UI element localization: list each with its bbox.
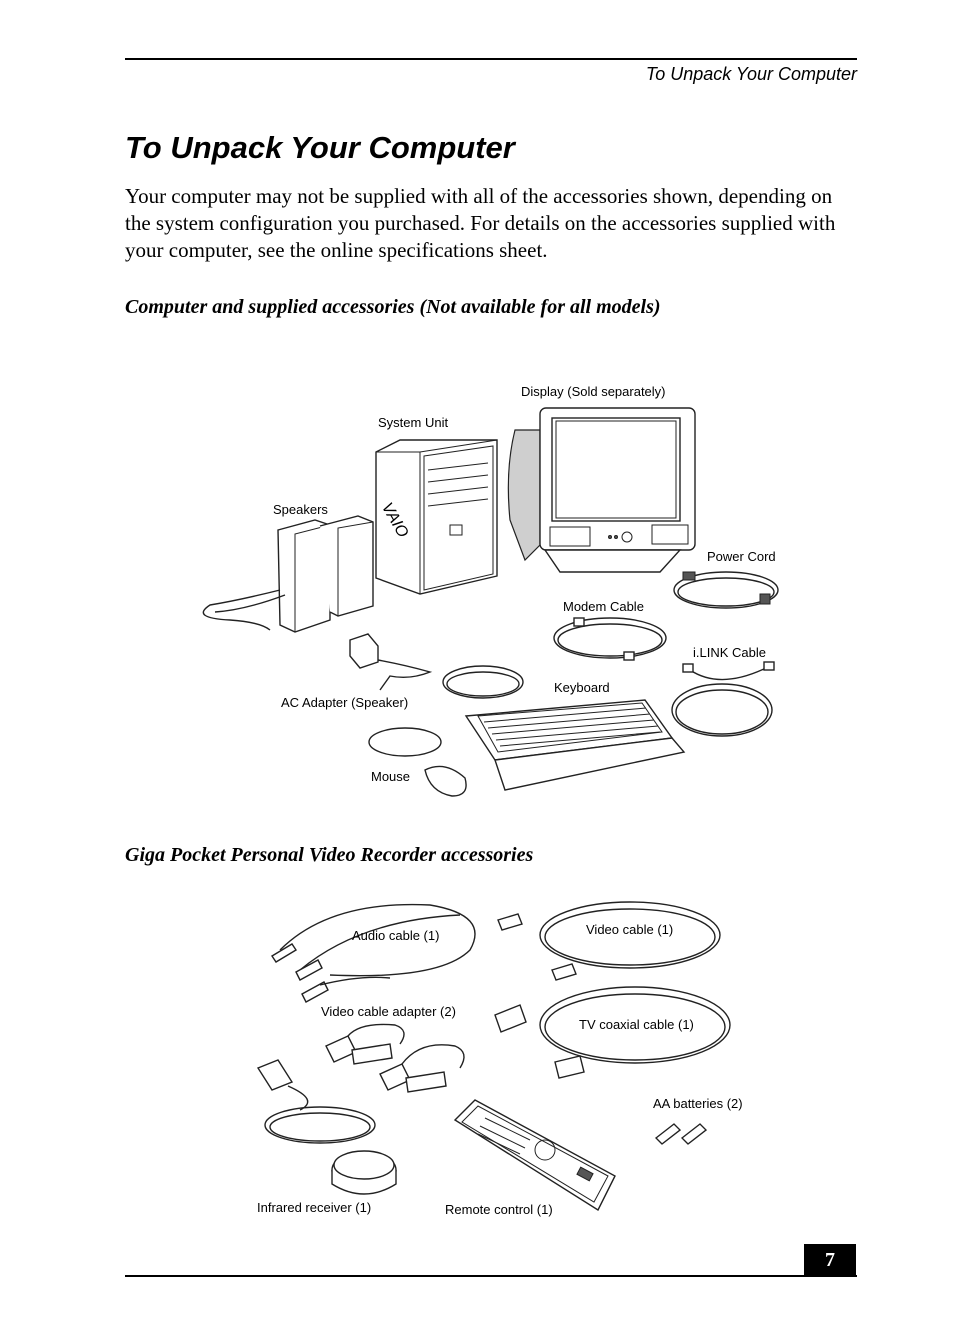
remote-control-drawing xyxy=(455,1100,615,1210)
video-cable-adapters xyxy=(326,1024,464,1092)
tv-coaxial-cable xyxy=(495,987,730,1078)
label-tv-coaxial-cable: TV coaxial cable (1) xyxy=(579,1017,694,1032)
label-video-cable-adapter: Video cable adapter (2) xyxy=(321,1004,456,1019)
label-modem-cable: Modem Cable xyxy=(563,599,644,614)
page-number: 7 xyxy=(804,1244,856,1277)
label-ilink-cable: i.LINK Cable xyxy=(693,645,766,660)
intro-paragraph: Your computer may not be supplied with all of the accessories shown, depending on the system configuration you purchased. For details on the accessories supplied with your computer, see the online specifications sheet. xyxy=(125,184,836,262)
infrared-receiver xyxy=(258,1060,396,1194)
label-aa-batteries: AA batteries (2) xyxy=(653,1096,743,1111)
label-display: Display (Sold separately) xyxy=(521,384,666,399)
aa-batteries xyxy=(656,1124,706,1144)
label-infrared-receiver: Infrared receiver (1) xyxy=(257,1200,372,1215)
label-power-cord: Power Cord xyxy=(707,549,776,564)
label-remote-control: Remote control (1) xyxy=(445,1202,553,1217)
bottom-rule xyxy=(125,1275,857,1277)
label-mouse: Mouse xyxy=(371,769,411,784)
svg-text:VAIO: VAIO xyxy=(377,499,412,541)
label-audio-cable: Audio cable (1) xyxy=(352,928,440,943)
label-speakers: Speakers xyxy=(273,502,328,517)
label-system-unit: System Unit xyxy=(378,415,449,430)
section-heading-video-recorder: Giga Pocket Personal Video Recorder accessories xyxy=(125,844,534,866)
label-ac-adapter: AC Adapter (Speaker) xyxy=(281,695,409,710)
section-heading-accessories: Computer and supplied accessories (Not available for all models) xyxy=(125,296,661,318)
label-keyboard: Keyboard xyxy=(554,680,610,695)
running-head: To Unpack Your Computer xyxy=(645,64,857,84)
audio-cable xyxy=(272,905,475,1002)
page-title: To Unpack Your Computer xyxy=(125,130,515,165)
video-cable xyxy=(498,902,720,980)
label-video-cable: Video cable (1) xyxy=(586,922,674,937)
